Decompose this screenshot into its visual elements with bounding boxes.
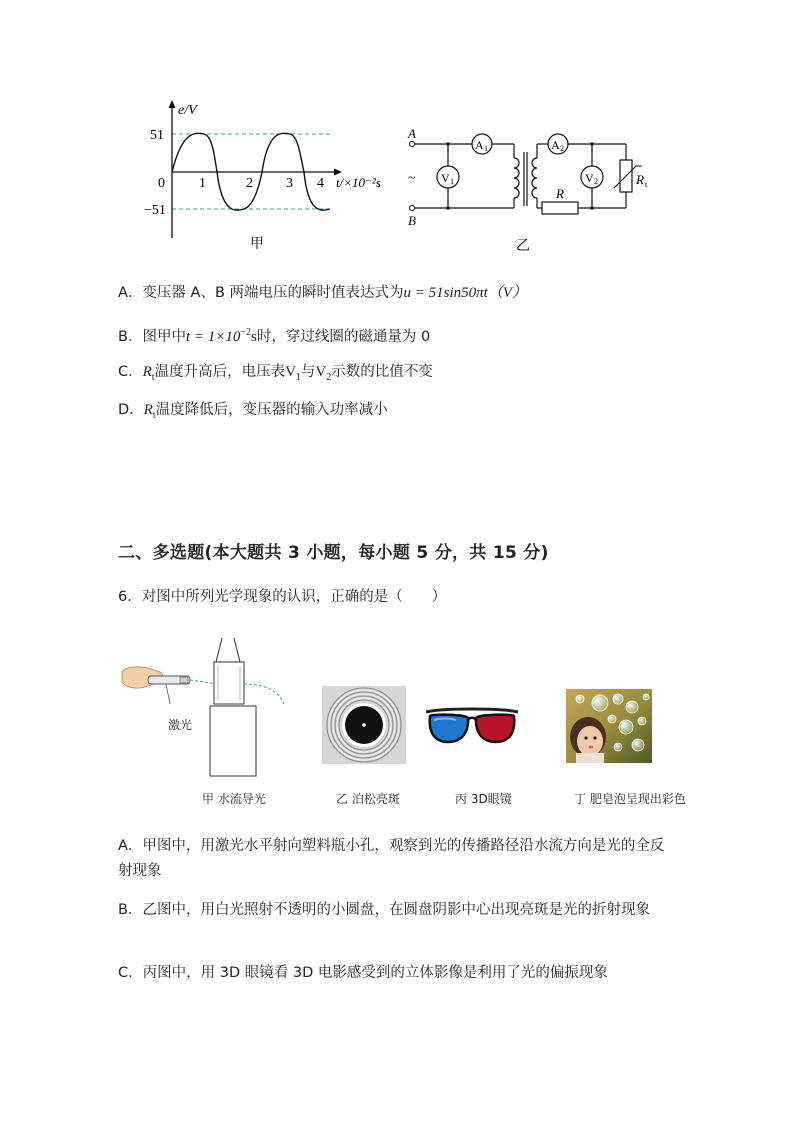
q6-option-a: A．甲图中，用激光水平射向塑料瓶小孔，观察到光的传播路径沿水流方向是光的全反射现象 [118,838,665,879]
ac-source-symbol: ~ [408,171,416,186]
svg-text:R: R [556,186,564,201]
water-stream [244,684,284,704]
q5-option-c: C．$R_t$温度升高后，电压表$V_1$与$V_2$示数的比值不变 [118,364,433,383]
q5-option-b-formula: t = 1×10 [185,328,241,345]
caption-ding: 丁 肥皂泡呈现出彩色 [574,792,686,806]
stand [210,706,256,776]
svg-text:V: V [441,171,450,185]
q5-option-a-formula: u = 51sin50πt（V） [403,285,527,301]
x-tick-1: 1 [199,176,206,191]
x-tick-3: 3 [286,176,293,191]
y-axis-label: e/V [178,103,197,118]
svg-text:R: R [636,172,644,187]
caption-yi: 乙 泊松亮斑 [336,792,400,806]
terminal-a-label: A [408,126,416,141]
terminal-b-label: B [408,213,416,228]
q6-stem: 6．对图中所列光学现象的认识，正确的是（ ） [118,589,447,605]
resistor-r [542,202,578,214]
caption-jia: 甲 水流导光 [202,792,266,806]
svg-text:1: 1 [484,144,488,153]
q6-option-c: C．丙图中，用 3D 眼镜看 3D 电影感受到的立体影像是利用了光的偏振现象 [118,965,608,981]
y-axis-arrow [169,100,176,108]
svg-text:A: A [475,138,484,152]
circuit-caption: 乙 [516,239,530,254]
bubble [592,695,608,711]
x-axis-label: t/×10⁻²s [336,175,381,190]
terminal-b-dot [410,206,415,211]
svg-text:V: V [585,171,594,185]
q5-option-b-unit: s [251,328,257,345]
q5-option-b-exponent: −2 [240,327,252,338]
q5-option-b-prefix: B．图甲中 [118,328,186,345]
y-tick-max: 51 [150,128,164,143]
terminal-a-dot [410,142,415,147]
svg-text:1: 1 [450,177,454,186]
svg-text:t: t [645,180,648,189]
q5-option-a [118,281,527,305]
soap-bubbles-figure [566,689,652,763]
3d-glasses-figure [422,704,522,754]
laser-label: 激光 [168,718,193,732]
y-tick-min: −51 [144,203,166,218]
section-heading: 二、多选题(本大题共 3 小题，每小题 5 分，共 15 分) [118,543,549,563]
svg-text:2: 2 [560,144,564,153]
x-tick-4: 4 [317,176,324,191]
svg-text:A: A [551,138,560,152]
graph-caption: 甲 [250,237,264,252]
circuit-figure [400,122,660,258]
q5-option-a-text: A．变压器 A、B 两端电压的瞬时值表达式为 [118,285,404,301]
x-tick-2: 2 [246,176,253,191]
q5-option-b [118,321,430,349]
poisson-spot-figure [322,686,406,764]
y-tick-zero: 0 [158,176,165,191]
bright-spot [362,723,366,727]
svg-text:2: 2 [594,177,598,186]
caption-bing: 丙 3D眼镜 [455,792,512,806]
right-lens-red [476,715,514,742]
q6-option-b: B．乙图中，用白光照射不透明的小圆盘，在圆盘阴影中心出现亮斑是光的折射现象 [118,902,650,918]
water-light-guide-figure [118,632,298,780]
sine-graph-figure [140,98,400,258]
q5-option-d: D．$R_t$温度降低后，变压器的输入功率减小 [118,402,388,421]
q5-option-b-suffix: 时，穿过线圈的磁通量为 0 [256,328,431,345]
bottle [214,662,244,704]
